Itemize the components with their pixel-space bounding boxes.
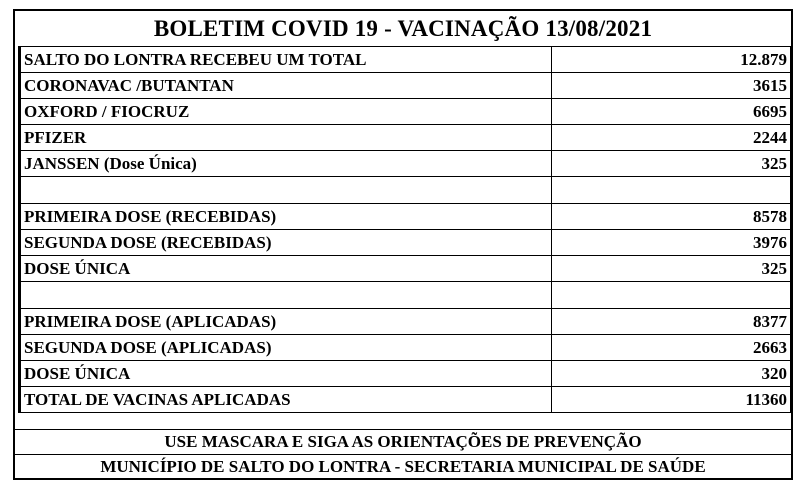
table-row — [20, 47, 791, 73]
row-value: 325 — [552, 256, 791, 282]
table-row — [20, 387, 791, 413]
row-label: PRIMEIRA DOSE (APLICADAS) — [20, 309, 552, 335]
table-row — [20, 361, 791, 387]
row-label: TOTAL DE VACINAS APLICADAS — [20, 387, 552, 413]
row-value: 8377 — [552, 309, 791, 335]
row-label: JANSSEN (Dose Única) — [20, 151, 552, 177]
bulletin-sheet — [13, 9, 793, 480]
row-label: SALTO DO LONTRA RECEBEU UM TOTAL — [20, 47, 552, 73]
row-value: 3615 — [552, 73, 791, 99]
row-value: 320 — [552, 361, 791, 387]
row-value: 12.879 — [552, 47, 791, 73]
municipality-footer: MUNICÍPIO DE SALTO DO LONTRA - SECRETARIA MUNICIPAL DE SAÚDE — [15, 454, 791, 479]
table-row — [20, 99, 791, 125]
row-value: 3976 — [552, 230, 791, 256]
table-row — [20, 256, 791, 282]
table-row — [20, 309, 791, 335]
row-value: 11360 — [552, 387, 791, 413]
spacer-row — [20, 177, 791, 204]
table-row — [20, 73, 791, 99]
row-value: 2244 — [552, 125, 791, 151]
table-row — [20, 204, 791, 230]
bulletin-title: BOLETIM COVID 19 - VACINAÇÃO 13/08/2021 — [153, 16, 653, 41]
row-value: 6695 — [552, 99, 791, 125]
table-row — [20, 151, 791, 177]
row-label: SEGUNDA DOSE (APLICADAS) — [20, 335, 552, 361]
table-row — [20, 335, 791, 361]
prevention-notice: USE MASCARA E SIGA AS ORIENTAÇÕES DE PREVENÇÃO — [15, 429, 791, 454]
row-value — [552, 282, 791, 309]
row-label: SEGUNDA DOSE (RECEBIDAS) — [20, 230, 552, 256]
table-row — [20, 125, 791, 151]
row-value: 325 — [552, 151, 791, 177]
row-label — [20, 282, 552, 309]
row-value: 8578 — [552, 204, 791, 230]
row-value: 2663 — [552, 335, 791, 361]
row-label — [20, 177, 552, 204]
row-label: DOSE ÚNICA — [20, 256, 552, 282]
row-label: PFIZER — [20, 125, 552, 151]
table-row — [20, 230, 791, 256]
spacer-row — [20, 282, 791, 309]
row-label: DOSE ÚNICA — [20, 361, 552, 387]
row-label: PRIMEIRA DOSE (RECEBIDAS) — [20, 204, 552, 230]
row-label: OXFORD / FIOCRUZ — [20, 99, 552, 125]
vaccination-table — [18, 46, 791, 413]
row-value — [552, 177, 791, 204]
row-label: CORONAVAC /BUTANTAN — [20, 73, 552, 99]
